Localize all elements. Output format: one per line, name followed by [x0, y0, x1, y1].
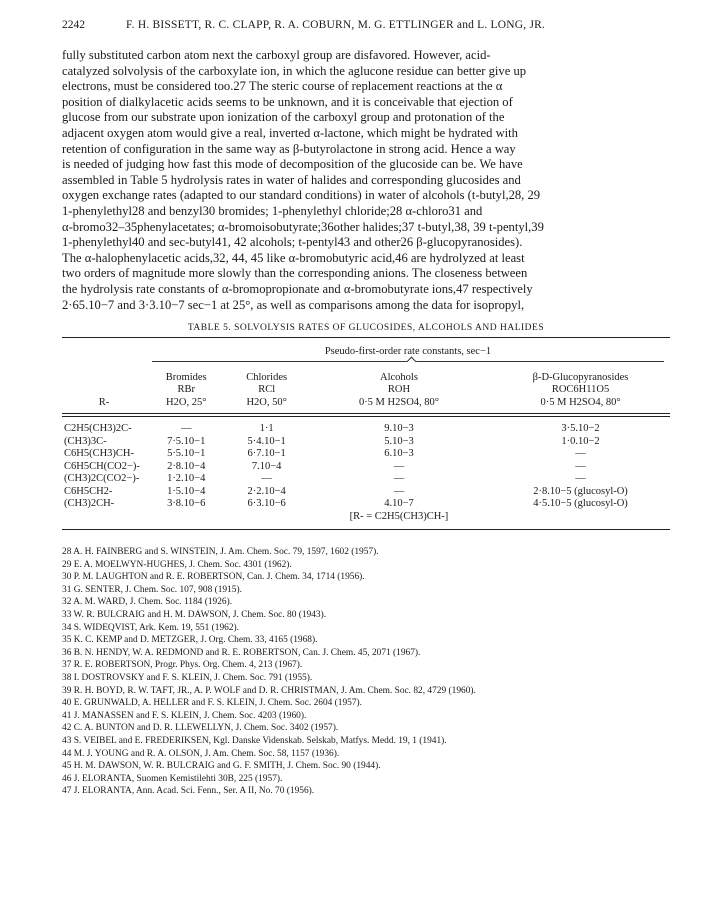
row-label: C6H5CH(CO2−)- [64, 460, 140, 472]
column-header: Alcohols [380, 371, 418, 383]
body-line: fully substituted carbon atom next the carboxyl group are disfavored. However, acid- [62, 48, 491, 62]
table-row [62, 423, 670, 436]
span-header-text: Pseudo-first-order rate constants, sec−1 [324, 346, 492, 358]
table-cell: — [393, 473, 405, 485]
table-cell: — [393, 460, 405, 472]
row-label: C6H5(CH3)CH- [64, 448, 134, 460]
column-formula: ROH [387, 384, 411, 396]
body-line: is needed of judging how fast this mode of decomposition of the glucoside can be. We have [62, 157, 523, 172]
body-line: The α-halophenylacetic acids,32, 44, 45 like α-bromobutyric acid,46 are hydrolyzed at least [62, 250, 525, 265]
table-cell: 1·1 [259, 423, 274, 435]
footnote: 29 E. A. MOELWYN-HUGHES, J. Chem. Soc. 4301 (1962). [62, 559, 292, 570]
row-label-header: R- [98, 396, 110, 408]
header-rule [62, 413, 670, 417]
column-formula: ROC6H11O5 [551, 384, 610, 396]
footnote: 30 P. M. LAUGHTON and R. E. ROBERTSON, Can. J. Chem. 34, 1714 (1956). [62, 572, 365, 583]
body-line: assembled in Table 5 hydrolysis rates in water of halides and corresponding glucosides and [62, 172, 521, 187]
running-header [62, 14, 670, 36]
body-line: catalyzed solvolysis of the carboxylate ion, in which the aglucone residue can better give up [62, 63, 527, 78]
table-cell: 3·8.10−6 [167, 498, 206, 510]
footnote: 28 A. H. FAINBERG and S. WINSTEIN, J. Am. Chem. Soc. 79, 1597, 1602 (1957). [62, 547, 379, 558]
column-conditions: H2O, 50° [246, 396, 287, 408]
table-cell: 2·2.10−4 [247, 485, 286, 497]
footnote: 46 J. ELORANTA, Suomen Kemistilehti 30B, 225 (1957). [62, 773, 283, 784]
table-row [62, 473, 670, 486]
footnote: 47 J. ELORANTA, Ann. Acad. Sci. Fenn., Ser. A II, No. 70 (1956). [62, 786, 315, 797]
footnote: 41 J. MANASSEN and F. S. KLEIN, J. Chem. Soc. 4203 (1960). [62, 710, 307, 721]
table-cell: 5.10−3 [384, 435, 414, 447]
footnote: 37 R. E. ROBERTSON, Progr. Phys. Org. Chem. 4, 213 (1967). [62, 660, 303, 671]
footnote: 33 W. R. BULCRAIG and H. M. DAWSON, J. Chem. Soc. 80 (1943). [62, 610, 327, 621]
table-cell: — [180, 423, 192, 435]
footnotes [62, 546, 670, 798]
table-row [62, 498, 670, 511]
body-line: electrons, must be considered too.27 The steric course of replacement reactions at the α [62, 79, 503, 94]
column-conditions: H2O, 25° [166, 396, 207, 408]
table-cell: 1·0.10−2 [561, 435, 600, 447]
footnote: 42 C. A. BUNTON and D. R. LLEWELLYN, J. Chem. Soc. 3402 (1957). [62, 723, 339, 734]
table-cell: 3·5.10−2 [561, 423, 600, 435]
column-conditions: 0·5 M H2SO4, 80° [358, 396, 439, 408]
footnote: 43 S. VEIBEL and E. FREDERIKSEN, Kgl. Danske Videnskab. Selskab, Matfys. Medd. 19, 1 (1941). [62, 736, 447, 746]
table-row [62, 448, 670, 461]
body-line: position of dialkylacetic acids seems to be unknown, and it is conceivable that ejection of [62, 94, 513, 109]
footnote: 40 E. GRUNWALD, A. HELLER and F. S. KLEIN, J. Chem. Soc. 2604 (1957). [62, 698, 363, 709]
table-cell: 7·5.10−1 [167, 435, 206, 447]
row-label: C6H5CH2- [64, 485, 113, 497]
body-line: retention of configuration in the same way as β-butyrolactone in strong acid. Hence a way [62, 141, 516, 156]
footnote: 39 R. H. BOYD, R. W. TAFT, JR., A. P. WOLF and D. R. CHRISTMAN, J. Am. Chem. Soc. 82, 4729 (1960). [62, 685, 476, 696]
table-row [62, 486, 670, 499]
footnote: 38 I. DOSTROVSKY and F. S. KLEIN, J. Chem. Soc. 791 (1955). [62, 673, 313, 684]
column-conditions: 0·5 M H2SO4, 80° [540, 396, 621, 408]
body-line: 1-phenylethyl28 and benzyl30 bromides; 1-phenylethyl chloride;28 α-chloro31 and [62, 203, 483, 218]
body-line: the hydrolysis rate constants of α-bromopropionate and α-bromobutyrate ions,47 respectively [62, 281, 533, 296]
row-label: (CH3)2CH- [64, 498, 115, 510]
table-cell: 9.10−3 [384, 423, 414, 435]
table-cell: — [575, 473, 586, 485]
span-header [146, 338, 670, 361]
table-cell: — [575, 448, 586, 460]
table-cell: 6·7.10−1 [247, 448, 286, 460]
row-label: (CH3)2C(CO2−)- [64, 473, 140, 485]
footnote: 32 A. M. WARD, J. Chem. Soc. 1184 (1926). [62, 597, 233, 608]
table-cell: 6.10−3 [384, 448, 414, 460]
table-cell: 6·3.10−6 [247, 498, 286, 510]
row-label: C2H5(CH3)2C- [64, 423, 132, 435]
table-cell: 2·8.10−4 [167, 460, 206, 472]
table-cell: 2·8.10−5 (glucosyl-O) [533, 485, 628, 497]
footnote: 36 B. N. HENDY, W. A. REDMOND and R. E. ROBERTSON, Can. J. Chem. 45, 2071 (1967). [62, 647, 421, 658]
footnote: 34 S. WIDEQVIST, Ark. Kem. 19, 551 (1962). [62, 622, 239, 633]
body-line: α-bromo32–35phenylacetates; α-bromoisobutyrate;36other halides;37 t-butyl,38, 39 t-pentyl,39 [62, 219, 544, 234]
body-line: adjacent oxygen atom would give a real, inverted α-lactone, which might be hydrated with [62, 125, 518, 140]
footnote: 45 H. M. DAWSON, W. R. BULCRAIG and G. F. SMITH, J. Chem. Soc. 90 (1944). [62, 761, 381, 772]
body-line: 2·65.10−7 and 3·3.10−7 sec−1 at 25°, as well as comparisons among the data for isopropyl, [62, 297, 525, 312]
table-cell: 7.10−4 [251, 460, 282, 472]
table-row [62, 461, 670, 474]
table-cell: 1·2.10−4 [167, 473, 206, 485]
column-header: β-D-Glucopyranosides [532, 371, 629, 383]
column-header: Bromides [165, 371, 207, 383]
table-cell: 1·5.10−4 [167, 485, 206, 497]
body-line: 1-phenylethyl40 and sec-butyl41, 42 alcohols; t-pentyl43 and other26 β-glucopyranosides). [62, 235, 523, 250]
table-cell: — [261, 473, 272, 485]
rates-table [62, 337, 670, 530]
column-formula: RBr [177, 384, 195, 396]
table-cell: — [575, 460, 586, 472]
page-number: 2242 [62, 19, 85, 31]
table-cell: 5·5.10−1 [167, 448, 206, 460]
table-cell: 5·4.10−1 [247, 435, 286, 447]
body-line: oxygen exchange rates (adapted to our standard conditions) in water of alcohols (t-butyl,28, 29 [62, 188, 541, 203]
column-header: Chlorides [246, 371, 288, 383]
body-paragraph [62, 48, 670, 313]
brace-line [152, 361, 664, 368]
body-line: glucose from our substrate upon ionization of the carboxyl group and protonation of the [62, 110, 505, 125]
table-caption: TABLE 5. SOLVOLYSIS RATES OF GLUCOSIDES, ALCOHOLS AND HALIDES [187, 323, 545, 334]
footnote: 35 K. C. KEMP and D. METZGER, J. Org. Chem. 33, 4165 (1968). [62, 635, 318, 646]
table-cell: 4.10−7 [384, 498, 414, 510]
table-cell: 4·5.10−5 (glucosyl-O) [533, 498, 628, 510]
footnote: 44 M. J. YOUNG and R. A. OLSON, J. Am. Chem. Soc. 58, 1157 (1936). [62, 748, 340, 759]
alcohol-footnote: [R- = C2H5(CH3)CH-] [349, 510, 449, 522]
table-row [62, 436, 670, 449]
running-authors: F. H. BISSETT, R. C. CLAPP, R. A. COBURN, M. G. ETTLINGER and L. LONG, JR. [126, 19, 546, 31]
body-line: two orders of magnitude more slowly than the corresponding anions. The closeness between [62, 266, 528, 281]
row-label: (CH3)3C- [64, 435, 107, 447]
footnote: 31 G. SENTER, J. Chem. Soc. 107, 908 (1915). [62, 584, 242, 595]
journal-page [62, 14, 670, 798]
table-cell: — [393, 485, 405, 497]
column-formula: RCl [258, 384, 276, 396]
